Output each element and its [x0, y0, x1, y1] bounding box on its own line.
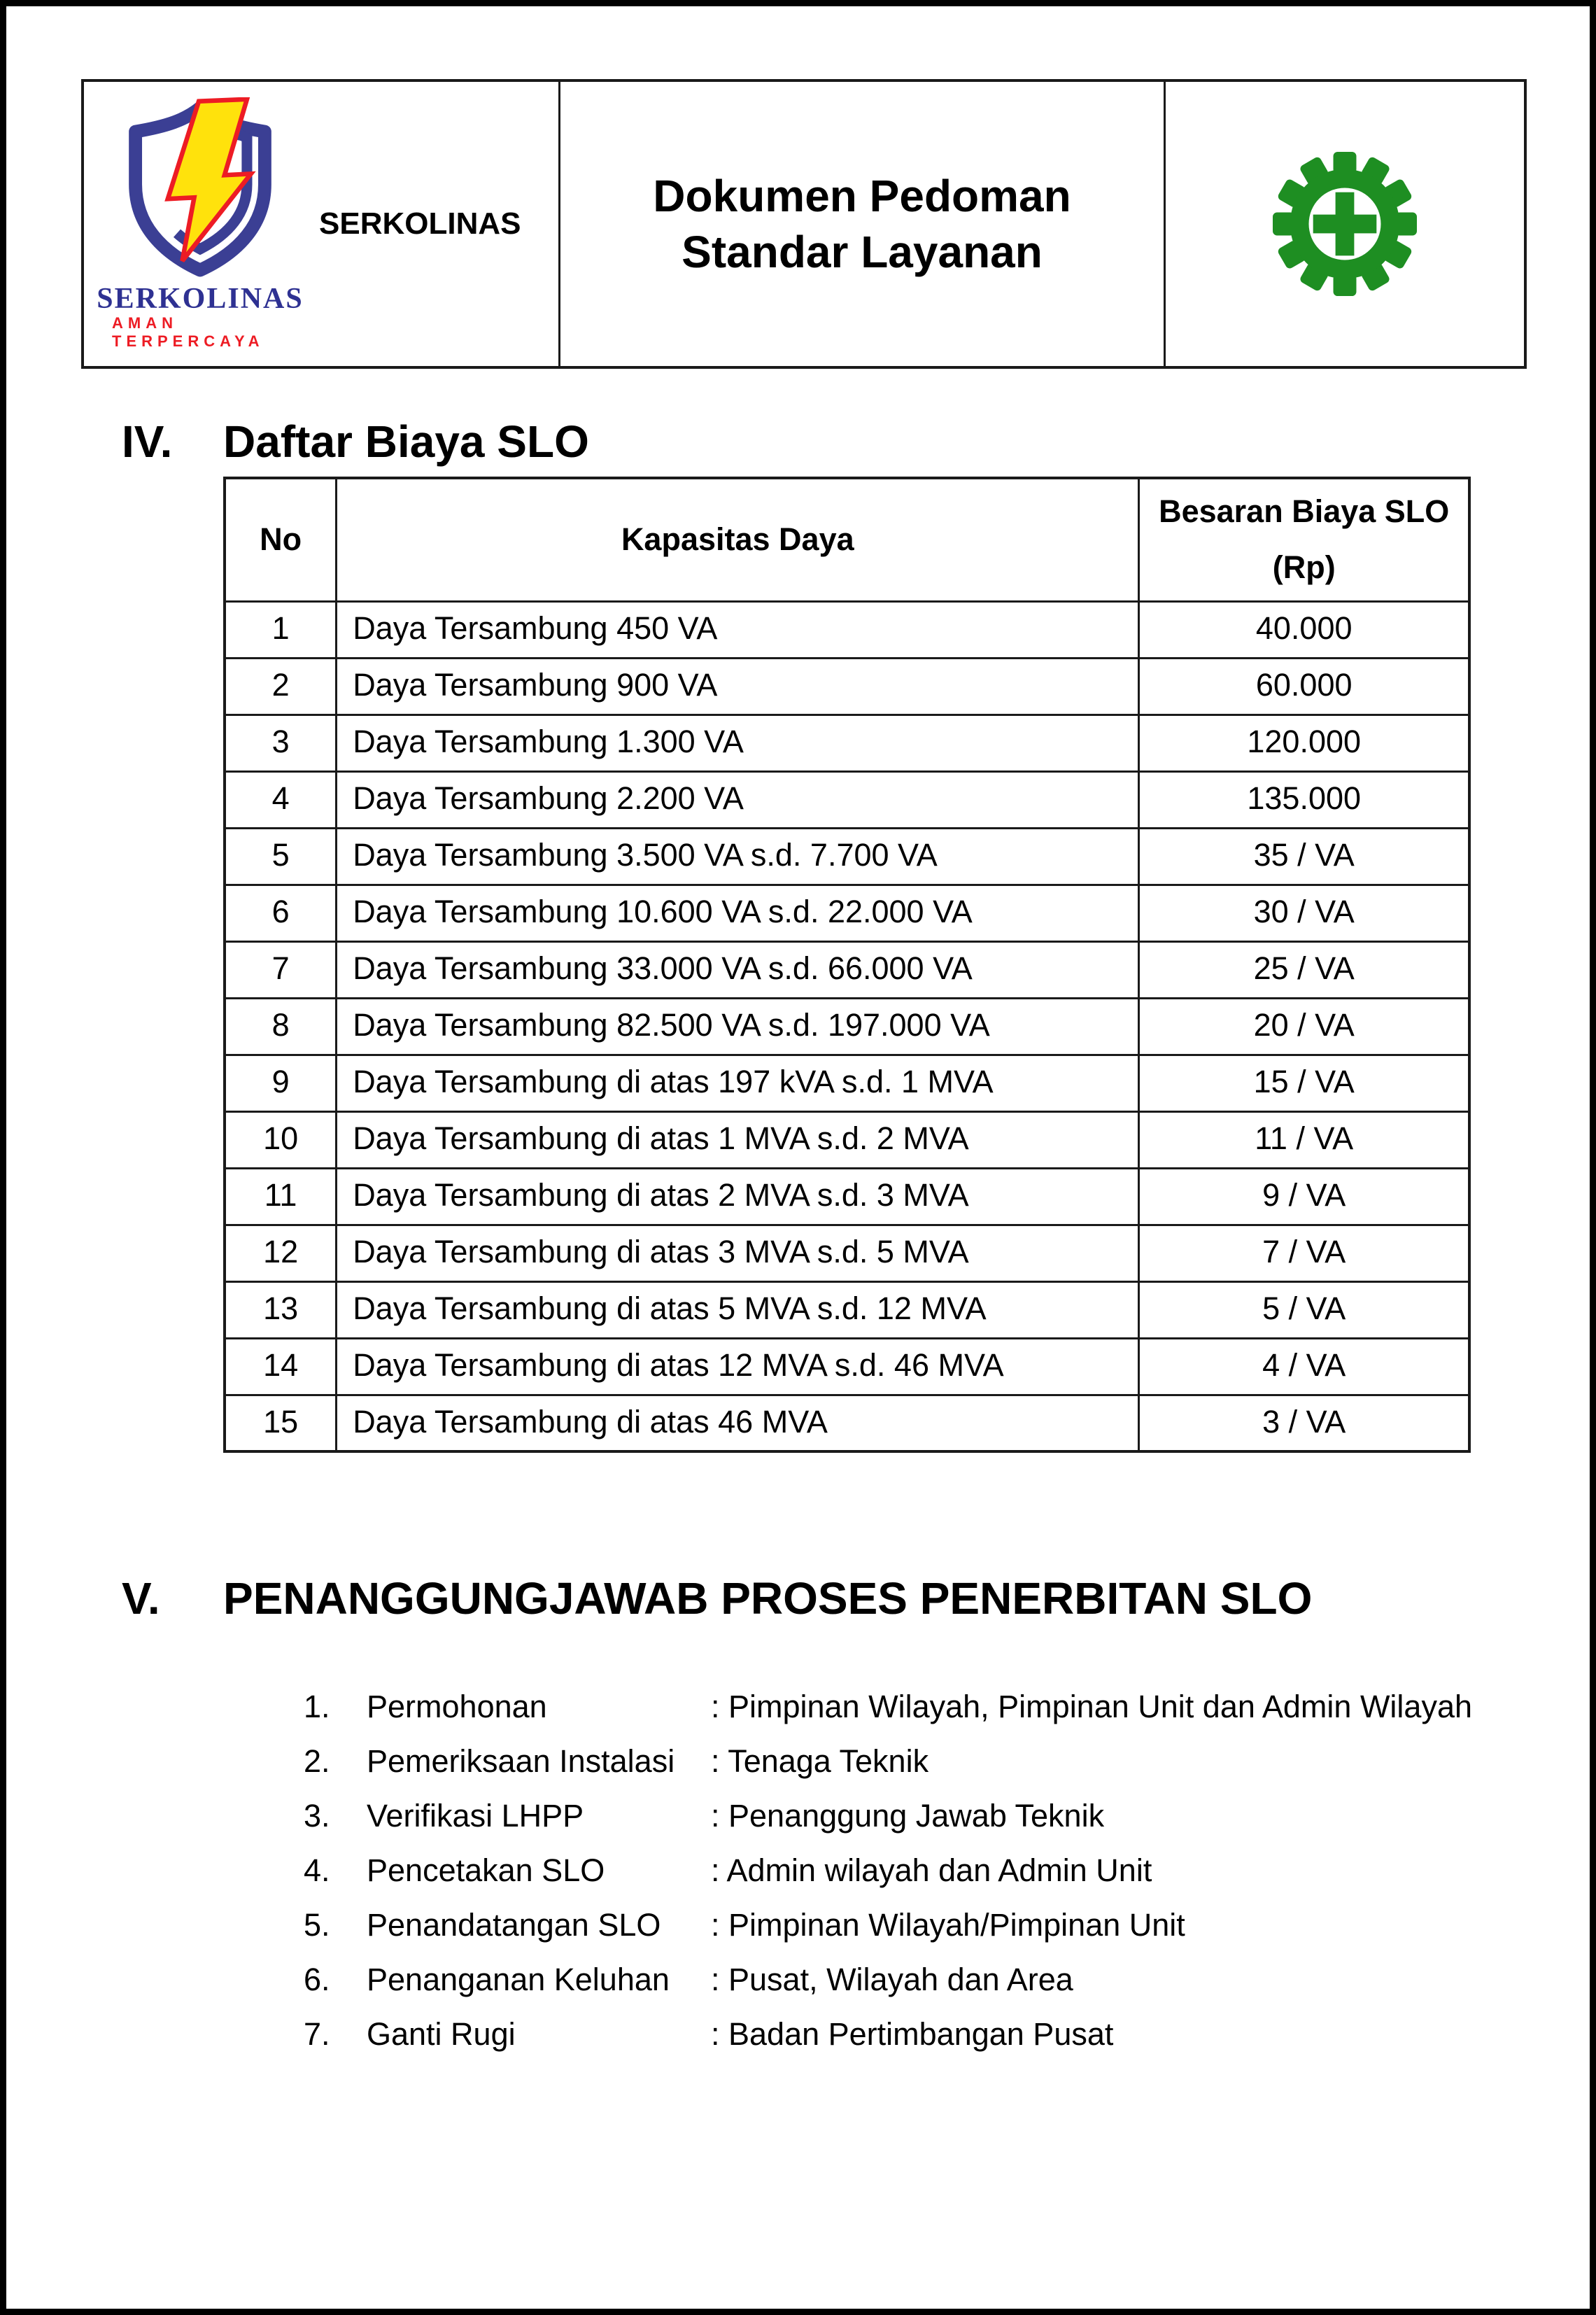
table-row	[225, 1225, 1469, 1281]
cell-cost: 4 / VA	[1139, 1338, 1469, 1395]
cell-no: 9	[225, 1055, 337, 1111]
list-item-num: 1.	[304, 1689, 330, 1724]
cell-no: 12	[225, 1225, 337, 1281]
list-item-value: : Tenaga Teknik	[711, 1743, 929, 1779]
list-item-label: Ganti Rugi	[367, 2016, 516, 2052]
list-item	[304, 2015, 1507, 2069]
logo-tagline: AMAN TERPERCAYA	[112, 314, 264, 350]
list-item-num: 6.	[304, 1962, 330, 1997]
cell-cost: 35 / VA	[1139, 828, 1469, 885]
cell-cost: 30 / VA	[1139, 885, 1469, 941]
cell-no: 3	[225, 715, 337, 771]
document-header	[81, 79, 1527, 369]
cell-no: 13	[225, 1281, 337, 1338]
cell-no: 1	[225, 601, 337, 658]
cell-capacity: Daya Tersambung 450 VA	[337, 601, 1139, 658]
section-v-title: PENANGGUNGJAWAB PROSES PENERBITAN SLO	[223, 1573, 1313, 1624]
table-row	[225, 885, 1469, 941]
cell-no: 10	[225, 1111, 337, 1168]
list-item	[304, 1687, 1507, 1742]
cell-capacity: Daya Tersambung di atas 5 MVA s.d. 12 MVA	[337, 1281, 1139, 1338]
table-row	[225, 715, 1469, 771]
list-item-label: Penandatangan SLO	[367, 1907, 661, 1943]
list-item-label: Pencetakan SLO	[367, 1852, 605, 1888]
table-row	[225, 1395, 1469, 1451]
header-cell-gear	[1166, 82, 1524, 366]
col-header-no: No	[225, 478, 337, 601]
col-header-cost-line1: Besaran Biaya SLO	[1159, 493, 1450, 530]
header-row	[225, 478, 1469, 601]
org-name: SERKOLINAS	[319, 206, 521, 241]
cell-capacity: Daya Tersambung 2.200 VA	[337, 771, 1139, 828]
logo-wordmark: SERKOLINAS	[97, 283, 304, 315]
list-item	[304, 1960, 1507, 2015]
slo-cost-table-header	[225, 478, 1469, 601]
list-item-value: : Admin wilayah dan Admin Unit	[711, 1852, 1152, 1888]
list-item	[304, 1851, 1507, 1906]
table-row	[225, 1338, 1469, 1395]
cell-capacity: Daya Tersambung 33.000 VA s.d. 66.000 VA	[337, 941, 1139, 998]
list-item-value: : Penanggung Jawab Teknik	[711, 1798, 1105, 1834]
cell-cost: 15 / VA	[1139, 1055, 1469, 1111]
cell-cost: 3 / VA	[1139, 1395, 1469, 1451]
list-item-num: 2.	[304, 1743, 330, 1779]
safety-gear-cross-icon	[1273, 152, 1417, 296]
cell-capacity: Daya Tersambung di atas 197 kVA s.d. 1 MVA	[337, 1055, 1139, 1111]
cell-cost: 135.000	[1139, 771, 1469, 828]
list-item-value: : Pimpinan Wilayah/Pimpinan Unit	[711, 1907, 1185, 1943]
cell-no: 15	[225, 1395, 337, 1451]
list-item-label: Permohonan	[367, 1689, 547, 1724]
header-cell-logo	[84, 82, 560, 366]
table-row	[225, 601, 1469, 658]
cell-no: 7	[225, 941, 337, 998]
section-iv-heading	[122, 416, 589, 467]
cell-capacity: Daya Tersambung 900 VA	[337, 658, 1139, 715]
cell-capacity: Daya Tersambung di atas 1 MVA s.d. 2 MVA	[337, 1111, 1139, 1168]
cell-capacity: Daya Tersambung di atas 2 MVA s.d. 3 MVA	[337, 1168, 1139, 1225]
cell-no: 2	[225, 658, 337, 715]
header-cell-title	[560, 82, 1166, 366]
cell-capacity: Daya Tersambung 82.500 VA s.d. 197.000 VA	[337, 998, 1139, 1055]
cell-no: 8	[225, 998, 337, 1055]
cell-capacity: Daya Tersambung 10.600 VA s.d. 22.000 VA	[337, 885, 1139, 941]
responsibility-list	[304, 1687, 1507, 2069]
cell-capacity: Daya Tersambung 1.300 VA	[337, 715, 1139, 771]
list-item-label: Pemeriksaan Instalasi	[367, 1743, 675, 1779]
list-item	[304, 1742, 1507, 1796]
cell-no: 4	[225, 771, 337, 828]
list-item-value: : Pimpinan Wilayah, Pimpinan Unit dan Admin Wilayah	[711, 1689, 1472, 1724]
table-row	[225, 1111, 1469, 1168]
cell-cost: 7 / VA	[1139, 1225, 1469, 1281]
cell-capacity: Daya Tersambung di atas 12 MVA s.d. 46 MVA	[337, 1338, 1139, 1395]
list-item-num: 4.	[304, 1852, 330, 1888]
cell-cost: 120.000	[1139, 715, 1469, 771]
list-item-label: Penanganan Keluhan	[367, 1962, 670, 1997]
table-row	[225, 828, 1469, 885]
section-iv-title: Daftar Biaya SLO	[223, 416, 589, 467]
table-row	[225, 1281, 1469, 1338]
list-item-num: 7.	[304, 2016, 330, 2052]
list-item-num: 5.	[304, 1907, 330, 1943]
document-title-line2: Standar Layanan	[682, 227, 1043, 277]
slo-cost-table	[223, 477, 1471, 1453]
cell-cost: 9 / VA	[1139, 1168, 1469, 1225]
table-row	[225, 771, 1469, 828]
table-row	[225, 941, 1469, 998]
table-row	[225, 658, 1469, 715]
col-header-cost-line2: (Rp)	[1272, 549, 1336, 586]
cell-capacity: Daya Tersambung di atas 3 MVA s.d. 5 MVA	[337, 1225, 1139, 1281]
section-v-numeral: V.	[122, 1573, 160, 1624]
cell-no: 6	[225, 885, 337, 941]
list-item-value: : Badan Pertimbangan Pusat	[711, 2016, 1114, 2052]
cell-cost: 11 / VA	[1139, 1111, 1469, 1168]
section-iv-numeral: IV.	[122, 416, 173, 467]
col-header-capacity: Kapasitas Daya	[337, 478, 1139, 601]
cell-capacity: Daya Tersambung 3.500 VA s.d. 7.700 VA	[337, 828, 1139, 885]
cell-cost: 25 / VA	[1139, 941, 1469, 998]
cell-no: 11	[225, 1168, 337, 1225]
cell-cost: 40.000	[1139, 601, 1469, 658]
cell-cost: 20 / VA	[1139, 998, 1469, 1055]
cell-no: 5	[225, 828, 337, 885]
list-item	[304, 1906, 1507, 1960]
cost-table-body	[225, 601, 1469, 1451]
table-row	[225, 998, 1469, 1055]
table-row	[225, 1055, 1469, 1111]
table-row	[225, 1168, 1469, 1225]
cell-capacity: Daya Tersambung di atas 46 MVA	[337, 1395, 1139, 1451]
list-item-value: : Pusat, Wilayah dan Area	[711, 1962, 1073, 1997]
list-item-num: 3.	[304, 1798, 330, 1834]
col-header-cost	[1139, 478, 1469, 601]
cell-cost: 5 / VA	[1139, 1281, 1469, 1338]
serkolinas-logo	[97, 97, 304, 351]
document-title-line1: Dokumen Pedoman	[653, 171, 1071, 221]
shield-lightning-icon	[116, 97, 284, 282]
list-item	[304, 1796, 1507, 1851]
cell-no: 14	[225, 1338, 337, 1395]
cell-cost: 60.000	[1139, 658, 1469, 715]
list-item-label: Verifikasi LHPP	[367, 1798, 584, 1834]
section-v-heading	[122, 1572, 1312, 1624]
